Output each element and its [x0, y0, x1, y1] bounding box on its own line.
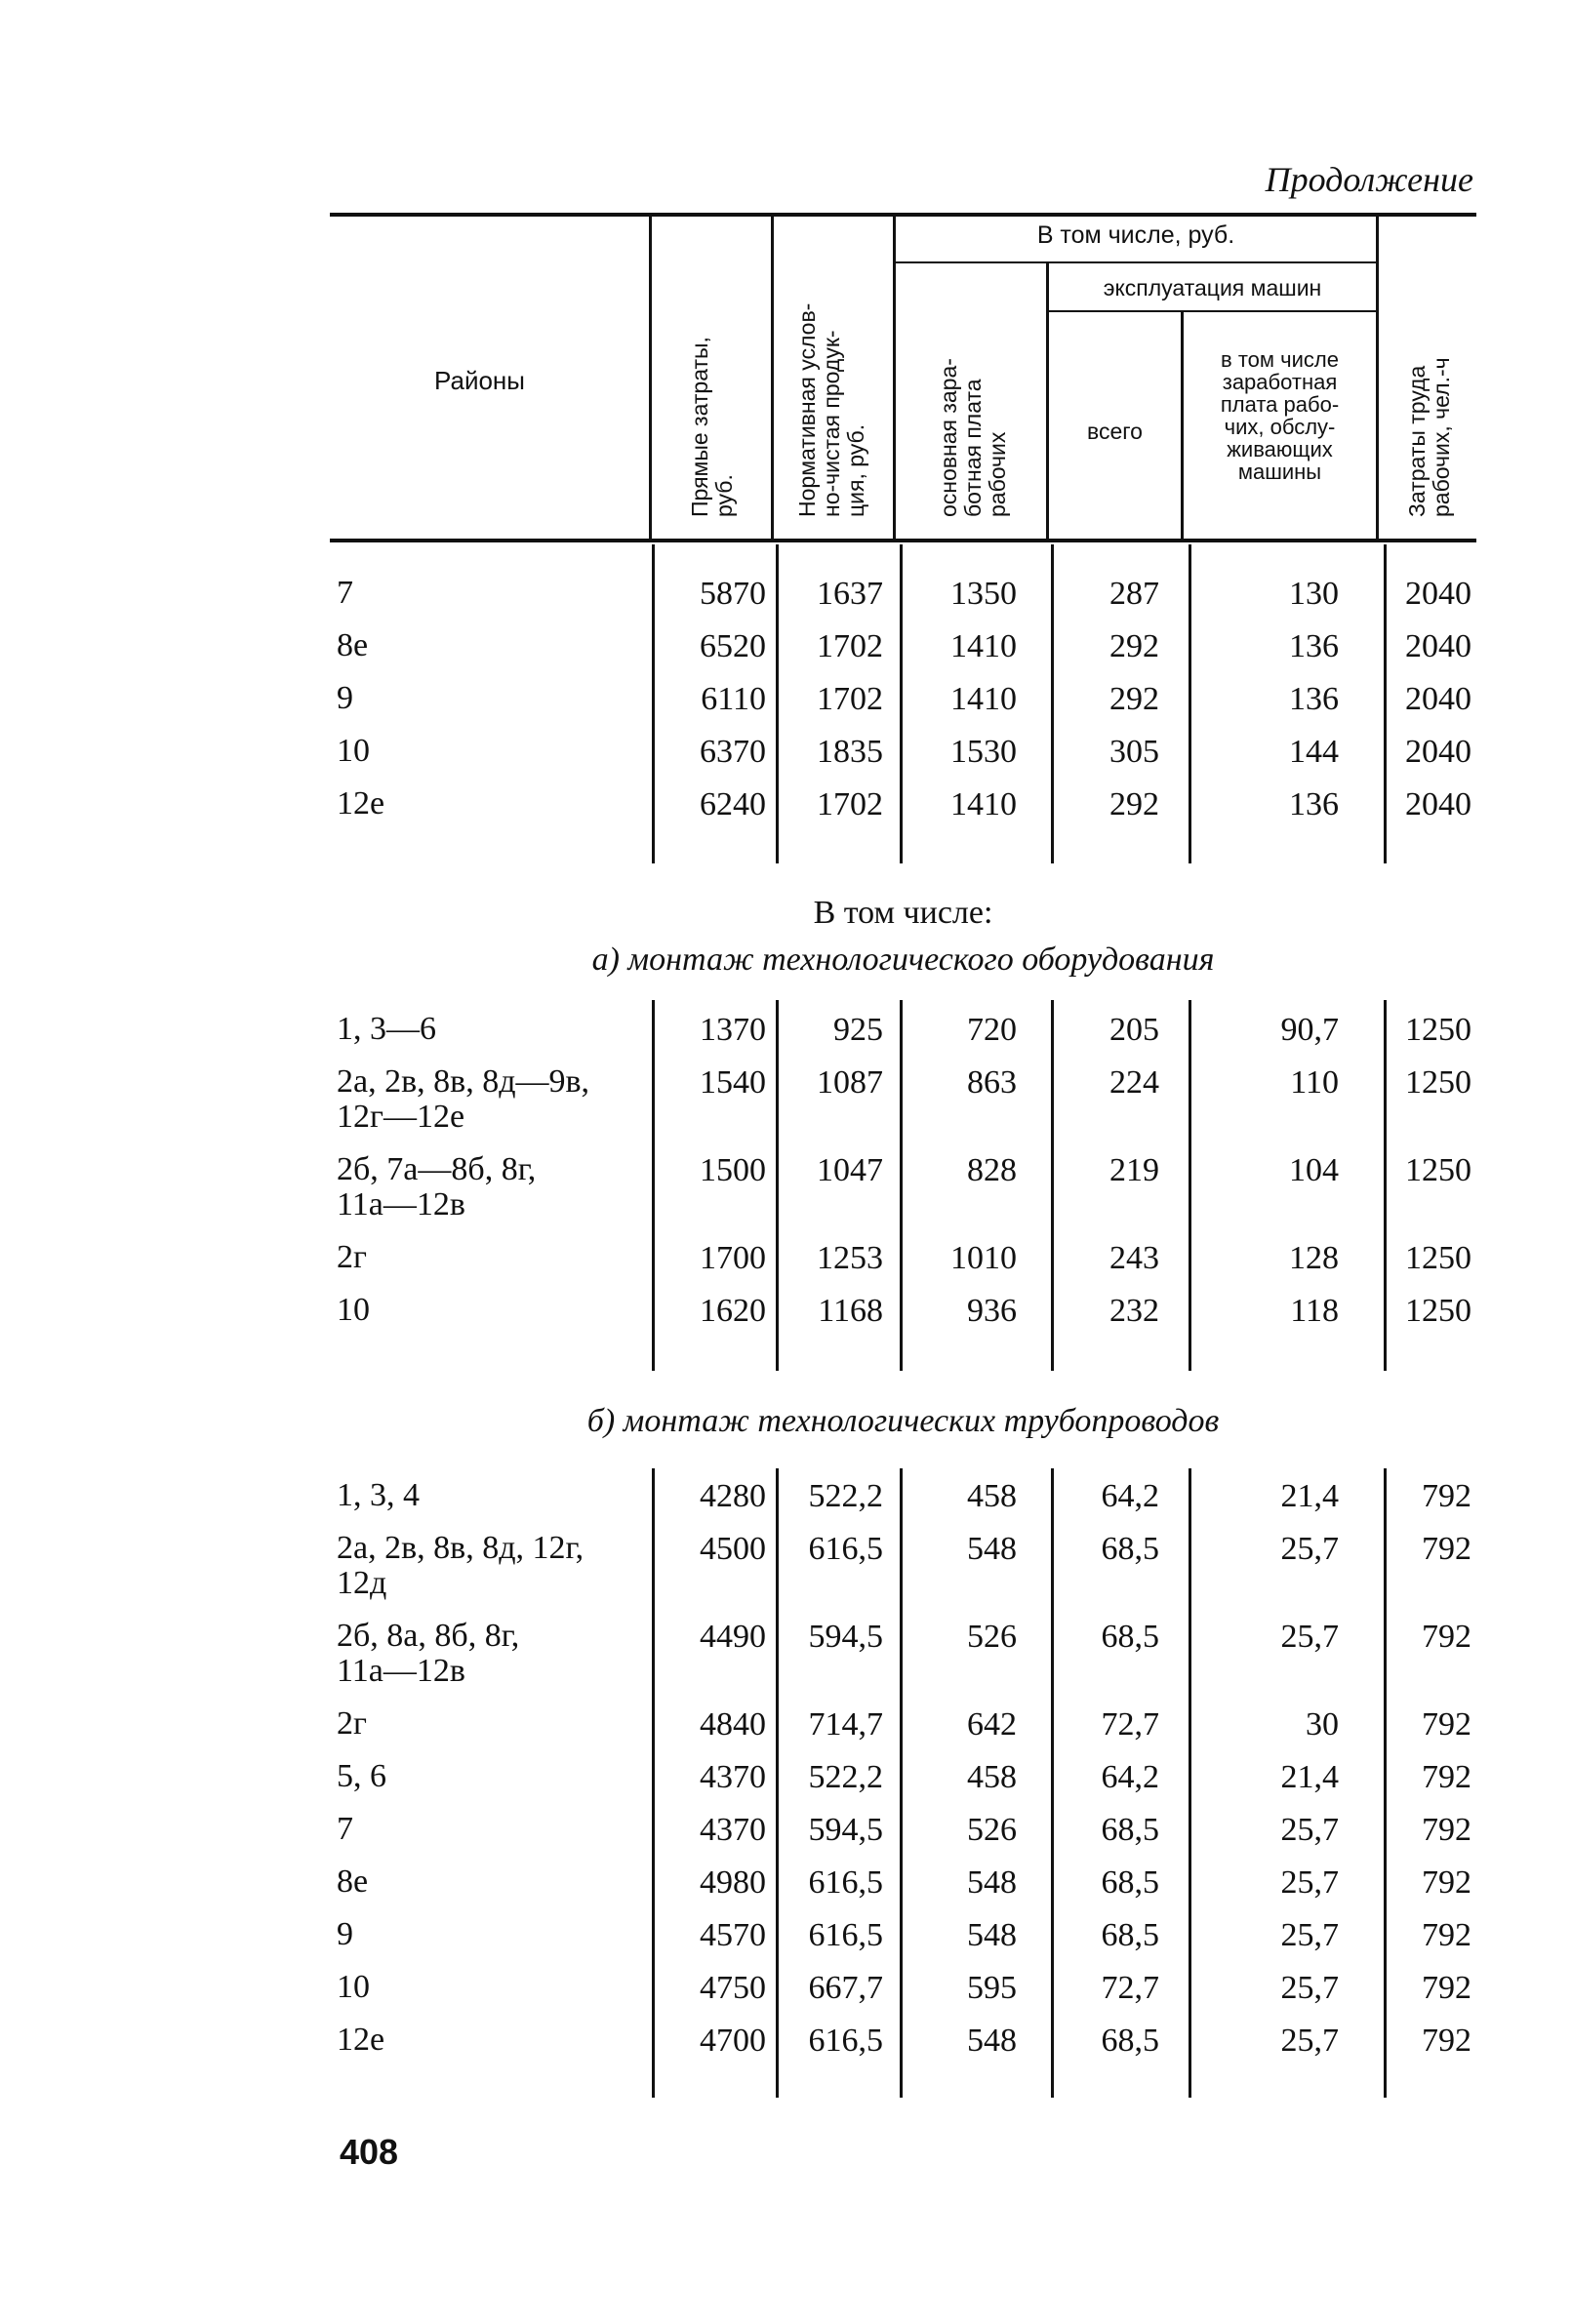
- cell-wages: 526: [967, 1619, 1017, 1655]
- cell-machine-wages: 25,7: [1280, 1619, 1339, 1655]
- cell-machine-wages: 90,7: [1280, 1012, 1339, 1048]
- cell-direct: 4840: [700, 1706, 766, 1743]
- column-divider: [1189, 544, 1191, 863]
- cell-machine-wages: 118: [1290, 1293, 1339, 1329]
- cell-labor: 2040: [1405, 628, 1471, 664]
- row-region-label: 11а—12в: [337, 1186, 465, 1222]
- section-including: В том числе:: [813, 895, 993, 931]
- cell-direct: 1500: [700, 1152, 766, 1188]
- cell-labor: 792: [1422, 1917, 1471, 1953]
- cell-wages: 548: [967, 1864, 1017, 1901]
- cell-machines: 64,2: [1101, 1478, 1159, 1514]
- cell-machine-wages: 25,7: [1280, 1970, 1339, 2006]
- row-region-label: 11а—12в: [337, 1653, 465, 1689]
- row-region-label: 12д: [337, 1565, 387, 1601]
- row-region-label: 8е: [337, 1863, 369, 1900]
- cell-machines: 224: [1109, 1064, 1159, 1101]
- cell-wages: 828: [967, 1152, 1017, 1188]
- header-divider: [649, 217, 652, 539]
- section-b-title: б) монтаж технологических трубопроводов: [586, 1403, 1220, 1439]
- cell-wages: 1530: [950, 734, 1017, 770]
- cell-machine-wages: 110: [1290, 1064, 1339, 1101]
- row-region-label: 1, 3—6: [337, 1011, 436, 1047]
- cell-direct: 5870: [700, 576, 766, 612]
- cell-machines: 64,2: [1101, 1759, 1159, 1795]
- row-region-label: 12е: [337, 785, 385, 821]
- row-region-label: 1, 3, 4: [337, 1477, 420, 1513]
- cell-direct: 4490: [700, 1619, 766, 1655]
- column-divider: [1189, 1468, 1191, 2098]
- cell-machines: 305: [1109, 734, 1159, 770]
- header-subrule: [896, 261, 1376, 263]
- cell-normative: 1835: [817, 734, 883, 770]
- cell-wages: 526: [967, 1812, 1017, 1848]
- row-region-label: 7: [337, 575, 353, 611]
- cell-direct: 4700: [700, 2023, 766, 2059]
- cell-direct: 6110: [701, 681, 766, 717]
- cell-direct: 6370: [700, 734, 766, 770]
- header-bottom-rule: [330, 539, 1476, 542]
- cell-normative: 1168: [818, 1293, 883, 1329]
- header-labor-costs: Затраты труда рабочих, чел.-ч: [1404, 357, 1454, 517]
- cell-normative: 616,5: [808, 1917, 883, 1953]
- cell-direct: 1620: [700, 1293, 766, 1329]
- cell-wages: 595: [967, 1970, 1017, 2006]
- row-region-label: 10: [337, 1292, 370, 1328]
- cell-machine-wages: 136: [1289, 681, 1339, 717]
- cell-labor: 792: [1422, 1706, 1471, 1743]
- cell-direct: 1540: [700, 1064, 766, 1101]
- cell-machine-wages: 21,4: [1280, 1478, 1339, 1514]
- cell-direct: 4750: [700, 1970, 766, 2006]
- row-region-label: 9: [337, 1916, 353, 1952]
- row-region-label: 5, 6: [337, 1758, 386, 1794]
- cell-normative: 1702: [817, 681, 883, 717]
- cell-wages: 936: [967, 1293, 1017, 1329]
- header-including-rub: В том числе, руб.: [1036, 221, 1235, 249]
- cell-labor: 2040: [1405, 576, 1471, 612]
- cell-labor: 2040: [1405, 681, 1471, 717]
- header-subrule: [1049, 310, 1376, 312]
- cell-labor: 792: [1422, 2023, 1471, 2059]
- cell-wages: 458: [967, 1759, 1017, 1795]
- row-region-label: 12г—12е: [337, 1099, 465, 1135]
- cell-normative: 1702: [817, 786, 883, 822]
- row-region-label: 12е: [337, 2022, 385, 2058]
- column-divider: [1189, 1000, 1191, 1371]
- cell-machine-wages: 25,7: [1280, 1531, 1339, 1567]
- cell-machines: 205: [1109, 1012, 1159, 1048]
- section-a-title: а) монтаж технологического оборудования: [591, 942, 1215, 978]
- row-region-label: 2г: [337, 1705, 367, 1742]
- cell-machine-wages: 25,7: [1280, 1812, 1339, 1848]
- cell-direct: 4980: [700, 1864, 766, 1901]
- cell-machines: 292: [1109, 681, 1159, 717]
- header-basic-wages: основная зара- ботная плата рабочих: [936, 358, 1010, 517]
- cell-wages: 720: [967, 1012, 1017, 1048]
- cell-wages: 1410: [950, 628, 1017, 664]
- cell-labor: 792: [1422, 1864, 1471, 1901]
- cell-labor: 1250: [1405, 1012, 1471, 1048]
- cell-labor: 792: [1422, 1619, 1471, 1655]
- cell-direct: 4570: [700, 1917, 766, 1953]
- cell-machine-wages: 144: [1289, 734, 1339, 770]
- cell-normative: 594,5: [808, 1812, 883, 1848]
- row-region-label: 7: [337, 1811, 353, 1847]
- cell-labor: 792: [1422, 1759, 1471, 1795]
- cell-normative: 1087: [817, 1064, 883, 1101]
- cell-labor: 2040: [1405, 734, 1471, 770]
- row-region-label: 2г: [337, 1239, 367, 1275]
- cell-machines: 219: [1109, 1152, 1159, 1188]
- table-top-rule: [330, 213, 1476, 217]
- cell-machines: 72,7: [1101, 1970, 1159, 2006]
- cell-machine-wages: 104: [1289, 1152, 1339, 1188]
- cell-direct: 6240: [700, 786, 766, 822]
- cell-direct: 4370: [700, 1812, 766, 1848]
- cell-wages: 1410: [950, 786, 1017, 822]
- header-divider: [1376, 217, 1379, 539]
- cell-normative: 714,7: [808, 1706, 883, 1743]
- cell-normative: 1047: [817, 1152, 883, 1188]
- cell-machine-wages: 130: [1289, 576, 1339, 612]
- cell-labor: 1250: [1405, 1293, 1471, 1329]
- cell-normative: 1637: [817, 576, 883, 612]
- cell-machines: 68,5: [1101, 1619, 1159, 1655]
- continuation-label: Продолжение: [1265, 160, 1473, 199]
- cell-machines: 287: [1109, 576, 1159, 612]
- cell-machines: 68,5: [1101, 2023, 1159, 2059]
- cell-wages: 548: [967, 2023, 1017, 2059]
- cell-normative: 522,2: [808, 1759, 883, 1795]
- cell-wages: 1410: [950, 681, 1017, 717]
- cell-direct: 4500: [700, 1531, 766, 1567]
- cell-machines: 68,5: [1101, 1531, 1159, 1567]
- cell-direct: 4280: [700, 1478, 766, 1514]
- cell-direct: 1700: [700, 1240, 766, 1276]
- cell-normative: 1702: [817, 628, 883, 664]
- cell-normative: 667,7: [808, 1970, 883, 2006]
- header-machine-operation: эксплуатация машин: [1103, 275, 1322, 301]
- cell-wages: 1010: [950, 1240, 1017, 1276]
- cell-machines: 68,5: [1101, 1917, 1159, 1953]
- cell-wages: 863: [967, 1064, 1017, 1101]
- cell-wages: 548: [967, 1917, 1017, 1953]
- row-region-label: 10: [337, 1969, 370, 2005]
- cell-labor: 792: [1422, 1531, 1471, 1567]
- cell-machine-wages: 21,4: [1280, 1759, 1339, 1795]
- header-machines-total: всего: [1087, 419, 1143, 444]
- cell-machines: 72,7: [1101, 1706, 1159, 1743]
- cell-normative: 616,5: [808, 1864, 883, 1901]
- cell-machine-wages: 136: [1289, 786, 1339, 822]
- cell-wages: 642: [967, 1706, 1017, 1743]
- cell-machines: 243: [1109, 1240, 1159, 1276]
- cell-machines: 292: [1109, 628, 1159, 664]
- cell-machine-wages: 25,7: [1280, 1917, 1339, 1953]
- header-machine-wages: в том числе заработная плата рабо- чих, обслу- живающих машины: [1220, 347, 1340, 484]
- cell-machine-wages: 25,7: [1280, 2023, 1339, 2059]
- cell-labor: 792: [1422, 1812, 1471, 1848]
- row-region-label: 2б, 7а—8б, 8г,: [337, 1151, 537, 1187]
- cell-wages: 458: [967, 1478, 1017, 1514]
- header-normative-production: Нормативная услов- но-чистая продук- ция, руб.: [794, 302, 868, 517]
- header-divider: [893, 217, 896, 539]
- row-region-label: 10: [337, 733, 370, 769]
- cell-wages: 548: [967, 1531, 1017, 1567]
- page-number: 408: [340, 2132, 399, 2172]
- cell-labor: 792: [1422, 1970, 1471, 2006]
- row-region-label: 2б, 8а, 8б, 8г,: [337, 1618, 520, 1654]
- cell-direct: 4370: [700, 1759, 766, 1795]
- cell-machines: 68,5: [1101, 1864, 1159, 1901]
- cell-direct: 6520: [700, 628, 766, 664]
- cell-normative: 1253: [817, 1240, 883, 1276]
- cell-direct: 1370: [700, 1012, 766, 1048]
- cell-machine-wages: 128: [1289, 1240, 1339, 1276]
- row-region-label: 2а, 2в, 8в, 8д, 12г,: [337, 1530, 584, 1566]
- cell-machines: 292: [1109, 786, 1159, 822]
- cell-normative: 522,2: [808, 1478, 883, 1514]
- row-region-label: 8е: [337, 627, 369, 663]
- cell-labor: 2040: [1405, 786, 1471, 822]
- header-direct-costs: Прямые затраты, руб.: [687, 337, 737, 517]
- cell-labor: 1250: [1405, 1064, 1471, 1101]
- cell-machine-wages: 136: [1289, 628, 1339, 664]
- cell-machines: 68,5: [1101, 1812, 1159, 1848]
- cell-labor: 1250: [1405, 1152, 1471, 1188]
- cell-wages: 1350: [950, 576, 1017, 612]
- header-divider: [771, 217, 774, 539]
- header-divider: [1046, 263, 1049, 539]
- cell-machines: 232: [1109, 1293, 1159, 1329]
- cell-normative: 594,5: [808, 1619, 883, 1655]
- cell-labor: 792: [1422, 1478, 1471, 1514]
- header-regions: Районы: [434, 366, 525, 395]
- cell-machine-wages: 25,7: [1280, 1864, 1339, 1901]
- cell-normative: 925: [833, 1012, 883, 1048]
- cell-normative: 616,5: [808, 1531, 883, 1567]
- cell-normative: 616,5: [808, 2023, 883, 2059]
- cell-machine-wages: 30: [1306, 1706, 1339, 1743]
- cell-labor: 1250: [1405, 1240, 1471, 1276]
- row-region-label: 2а, 2в, 8в, 8д—9в,: [337, 1063, 590, 1100]
- row-region-label: 9: [337, 680, 353, 716]
